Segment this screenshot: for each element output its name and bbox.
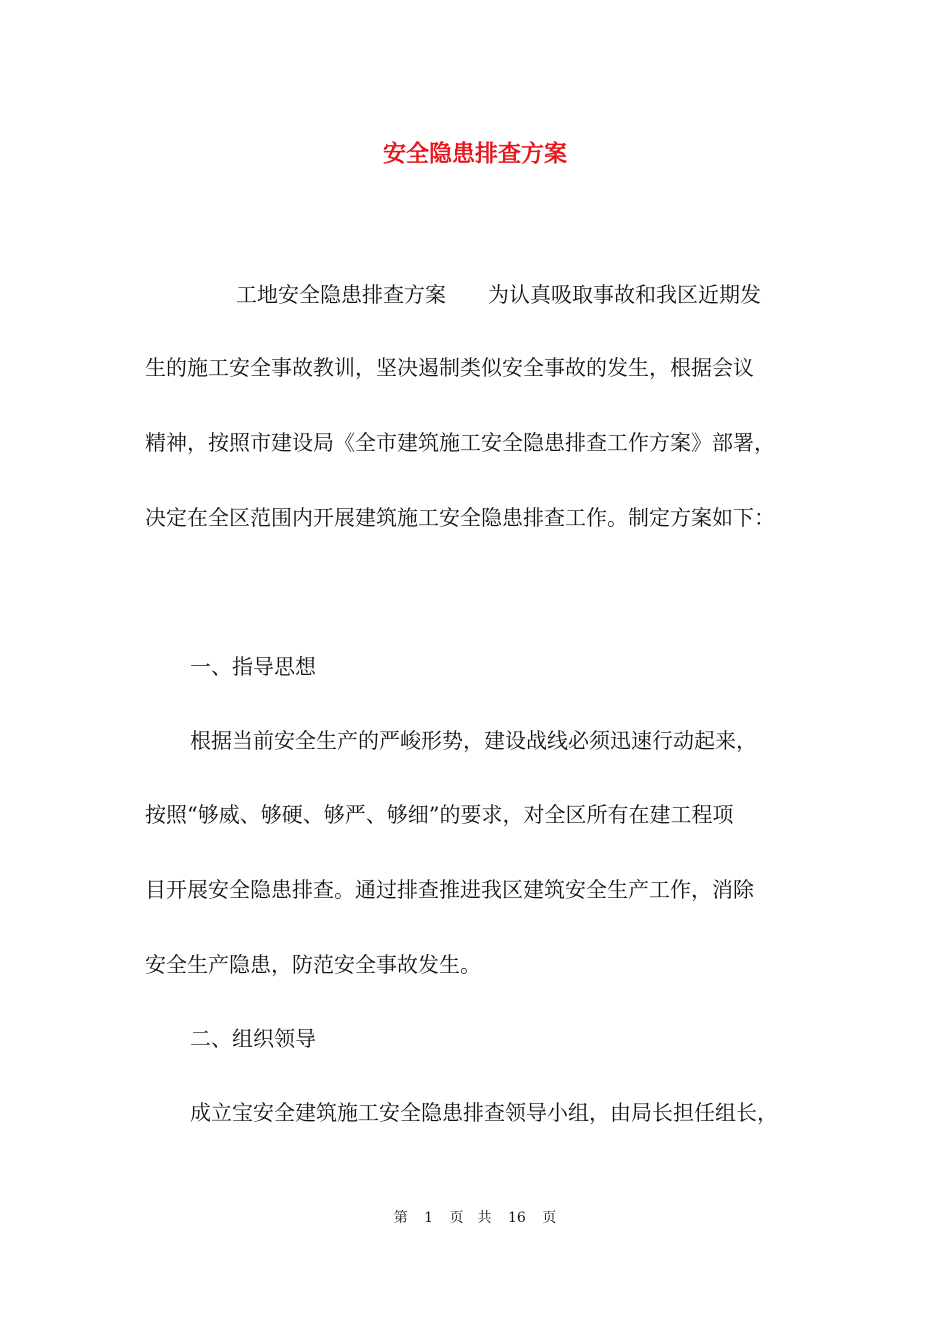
footer-middle: 页 共 [449, 1210, 492, 1226]
footer-suffix: 页 [542, 1210, 557, 1226]
section2-line-1: 成立宝安全建筑施工安全隐患排查领导小组，由局长担任组长， [190, 1101, 778, 1125]
section1-line-2: 按照“够威、够硬、够严、够细”的要求，对全区所有在建工程项 [145, 803, 734, 827]
page-footer [0, 1208, 950, 1228]
intro-line-1: 工地安全隐患排查方案 为认真吸取事故和我区近期发 [236, 283, 761, 307]
section1-line-4: 安全生产隐患，防范安全事故发生。 [145, 953, 481, 977]
footer-page-number: 1 [424, 1210, 434, 1226]
footer-prefix: 第 [393, 1210, 408, 1226]
footer-total-pages: 16 [508, 1210, 526, 1226]
intro-line-4: 决定在全区范围内开展建筑施工安全隐患排查工作。制定方案如下： [145, 506, 775, 530]
section1-line-1: 根据当前安全生产的严峻形势，建设战线必须迅速行动起来， [190, 729, 757, 753]
intro-line-2: 生的施工安全事故教训，坚决遏制类似安全事故的发生，根据会议 [145, 356, 754, 380]
intro-line-3: 精神，按照市建设局《全市建筑施工安全隐患排查工作方案》部署， [145, 431, 775, 455]
section-heading-guiding-ideology: 一、指导思想 [190, 655, 316, 679]
section1-line-3: 目开展安全隐患排查。通过排查推进我区建筑安全生产工作，消除 [145, 878, 754, 902]
section-heading-organization-leadership: 二、组织领导 [190, 1027, 316, 1051]
document-title: 安全隐患排查方案 [383, 140, 567, 167]
